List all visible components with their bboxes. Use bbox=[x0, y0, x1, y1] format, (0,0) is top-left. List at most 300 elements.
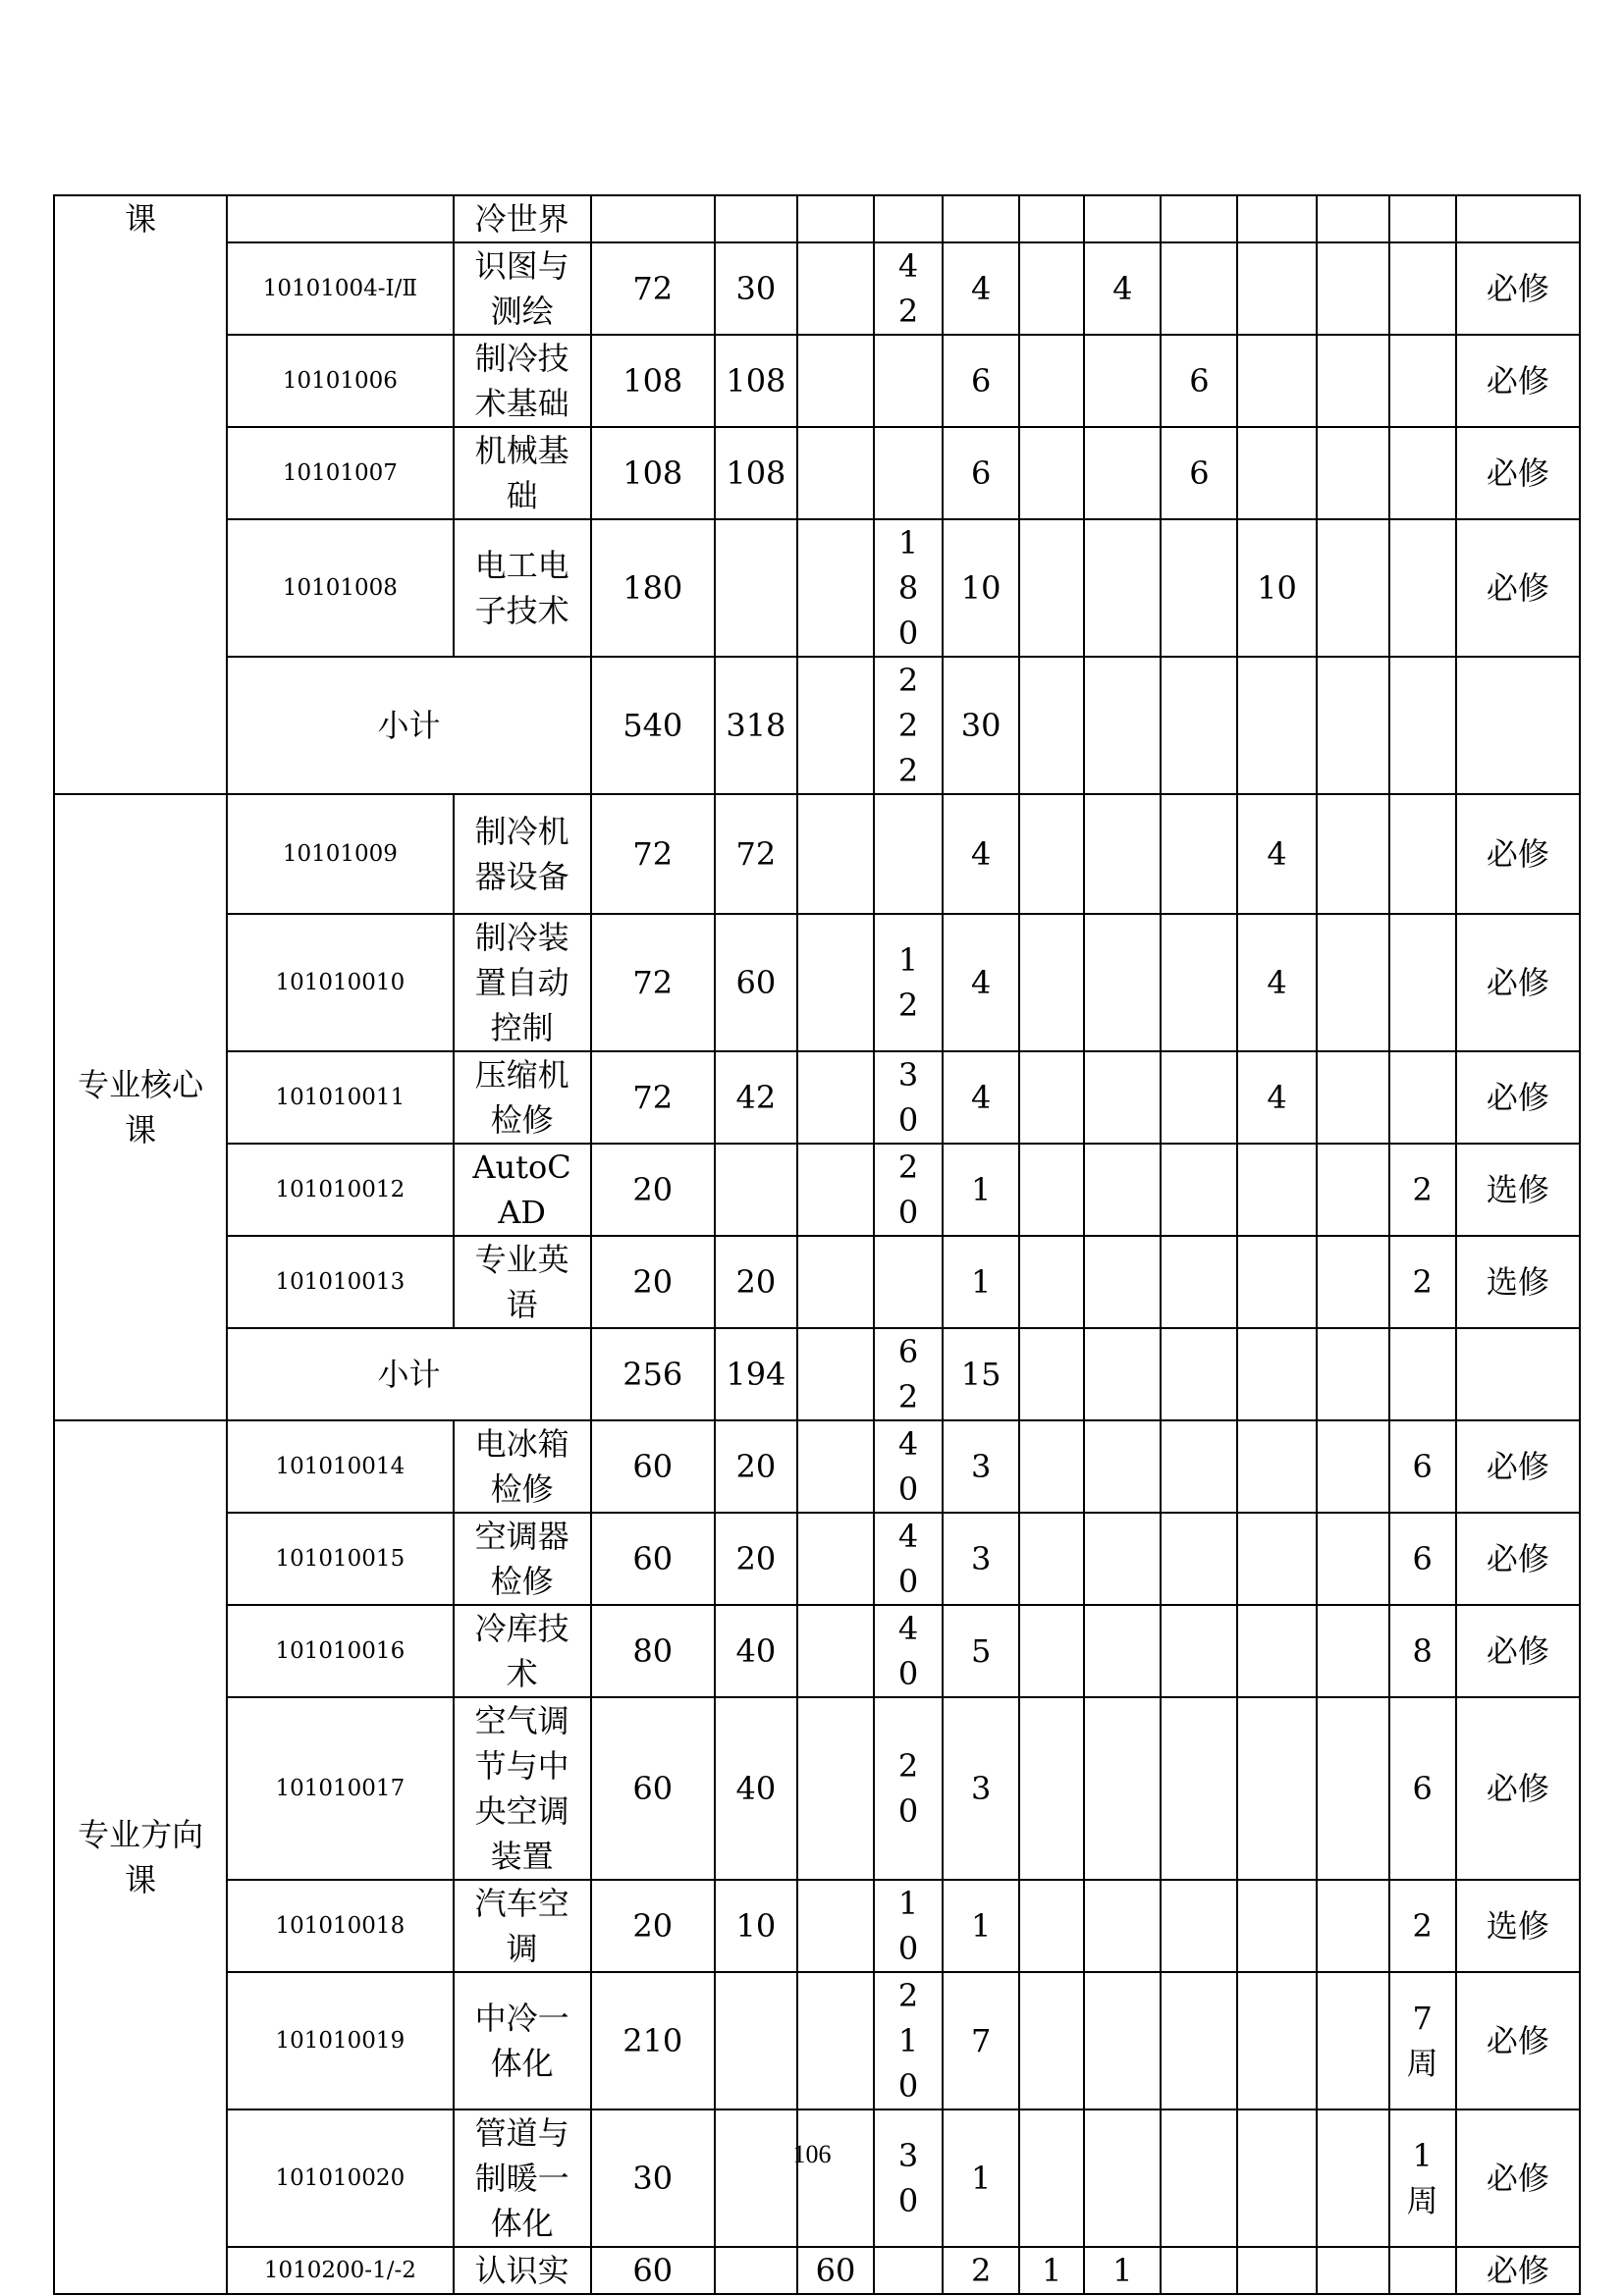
course-name-cell bbox=[454, 195, 591, 242]
course-name-cell bbox=[454, 519, 591, 657]
table-row bbox=[54, 1144, 1580, 1236]
cell-c7: 7 bbox=[943, 1972, 1019, 2109]
cell-c11 bbox=[1237, 1513, 1316, 1605]
subtotal-c7: 30 bbox=[943, 657, 1019, 794]
cell-c12 bbox=[1317, 1697, 1389, 1880]
cell-c6: 40 bbox=[874, 1420, 943, 1513]
cell-c10 bbox=[1161, 2109, 1237, 2247]
subtotal-c12 bbox=[1317, 1328, 1389, 1420]
cell-c11: 4 bbox=[1237, 794, 1316, 914]
cell-c10 bbox=[1161, 1972, 1237, 2109]
cell-c6: 40 bbox=[874, 1513, 943, 1605]
cell-c4: 10 bbox=[715, 1880, 797, 1972]
table-row bbox=[54, 1605, 1580, 1697]
cell-c3: 30 bbox=[591, 2109, 715, 2247]
cell-c14: 必修 bbox=[1456, 794, 1580, 914]
cell-c14: 必修 bbox=[1456, 1420, 1580, 1513]
subtotal-c13 bbox=[1389, 1328, 1456, 1420]
course-name-cell bbox=[454, 427, 591, 519]
cell-c12 bbox=[1317, 2109, 1389, 2247]
cell-c4 bbox=[715, 2109, 797, 2247]
subtotal-row bbox=[54, 657, 1580, 794]
cell-c14: 必修 bbox=[1456, 1051, 1580, 1144]
cell-c7: 6 bbox=[943, 335, 1019, 427]
course-code: 101010012 bbox=[227, 1144, 453, 1236]
cell-c13 bbox=[1389, 242, 1456, 335]
cell-c14: 必修 bbox=[1456, 335, 1580, 427]
subtotal-c9 bbox=[1084, 657, 1161, 794]
cell-c14: 必修 bbox=[1456, 242, 1580, 335]
cell-c12 bbox=[1317, 2247, 1389, 2294]
cell-c7: 1 bbox=[943, 1236, 1019, 1328]
cell-c5 bbox=[797, 1236, 874, 1328]
cell-c14: 必修 bbox=[1456, 914, 1580, 1051]
cell-c7: 6 bbox=[943, 427, 1019, 519]
cell-c13 bbox=[1389, 519, 1456, 657]
cell-c11 bbox=[1237, 427, 1316, 519]
subtotal-c13 bbox=[1389, 657, 1456, 794]
cell-c13 bbox=[1389, 1880, 1456, 1972]
table-row bbox=[54, 242, 1580, 335]
course-name: 中冷一体化 bbox=[474, 2000, 569, 2082]
cell-c7: 4 bbox=[943, 242, 1019, 335]
cell-c5 bbox=[797, 914, 874, 1051]
cell-c13 bbox=[1389, 1697, 1456, 1880]
cell-c7: 5 bbox=[943, 1605, 1019, 1697]
cell-c4: 42 bbox=[715, 1051, 797, 1144]
cell-c6: 30 bbox=[874, 1051, 943, 1144]
week-value: 6 bbox=[1412, 1448, 1433, 1485]
subtotal-c6: 62 bbox=[874, 1328, 943, 1420]
cell-c11 bbox=[1237, 1605, 1316, 1697]
cell-c8 bbox=[1019, 2109, 1084, 2247]
cell-c12 bbox=[1317, 914, 1389, 1051]
cell-c8 bbox=[1019, 1420, 1084, 1513]
cell-c7: 10 bbox=[943, 519, 1019, 657]
cell-c9 bbox=[1084, 195, 1161, 242]
cell-c8 bbox=[1019, 519, 1084, 657]
cell-c11: 10 bbox=[1237, 519, 1316, 657]
cell-c7: 2 bbox=[943, 2247, 1019, 2294]
cell-c11 bbox=[1237, 1420, 1316, 1513]
cell-c9 bbox=[1084, 1605, 1161, 1697]
course-code: 1010200-1/-2 bbox=[227, 2247, 453, 2294]
cell-c10 bbox=[1161, 1051, 1237, 1144]
cell-c12 bbox=[1317, 427, 1389, 519]
subtotal-c3: 540 bbox=[591, 657, 715, 794]
course-name-cell bbox=[454, 335, 591, 427]
cell-c3: 180 bbox=[591, 519, 715, 657]
cell-c3: 60 bbox=[591, 1697, 715, 1880]
cell-c4: 60 bbox=[715, 914, 797, 1051]
cell-c3: 108 bbox=[591, 335, 715, 427]
cell-c8 bbox=[1019, 794, 1084, 914]
cell-c8 bbox=[1019, 242, 1084, 335]
course-name: 空气调节与中央空调装置 bbox=[474, 1702, 569, 1875]
cell-c6 bbox=[874, 1236, 943, 1328]
table-row bbox=[54, 1697, 1580, 1880]
cell-c9 bbox=[1084, 1513, 1161, 1605]
cell-c3: 20 bbox=[591, 1236, 715, 1328]
course-name: 冷库技术 bbox=[474, 1610, 569, 1692]
cell-c5 bbox=[797, 1420, 874, 1513]
cell-c3: 60 bbox=[591, 1420, 715, 1513]
cell-c14: 必修 bbox=[1456, 2109, 1580, 2247]
cell-c11 bbox=[1237, 2247, 1316, 2294]
cell-c5 bbox=[797, 1051, 874, 1144]
cell-c4 bbox=[715, 2247, 797, 2294]
cell-c3: 60 bbox=[591, 2247, 715, 2294]
cell-c13 bbox=[1389, 914, 1456, 1051]
table-row bbox=[54, 794, 1580, 914]
cell-c8 bbox=[1019, 1605, 1084, 1697]
cell-c11: 4 bbox=[1237, 1051, 1316, 1144]
cell-c3: 72 bbox=[591, 794, 715, 914]
cell-c12 bbox=[1317, 195, 1389, 242]
cell-c11 bbox=[1237, 335, 1316, 427]
cell-c9 bbox=[1084, 1972, 1161, 2109]
subtotal-c12 bbox=[1317, 657, 1389, 794]
cell-c13 bbox=[1389, 427, 1456, 519]
cell-c13 bbox=[1389, 2109, 1456, 2247]
cell-c8 bbox=[1019, 1697, 1084, 1880]
cell-c12 bbox=[1317, 1236, 1389, 1328]
cell-c13 bbox=[1389, 1420, 1456, 1513]
course-name: AutoCAD bbox=[472, 1148, 571, 1231]
cell-c7: 3 bbox=[943, 1513, 1019, 1605]
course-name: 制冷装置自动控制 bbox=[474, 919, 569, 1046]
cell-c10 bbox=[1161, 1144, 1237, 1236]
cell-c10 bbox=[1161, 242, 1237, 335]
week-value: 8 bbox=[1412, 1632, 1433, 1670]
course-name-cell bbox=[454, 1513, 591, 1605]
cell-c8: 1 bbox=[1019, 2247, 1084, 2294]
course-name-cell bbox=[454, 1972, 591, 2109]
cell-c9 bbox=[1084, 914, 1161, 1051]
cell-c11 bbox=[1237, 1144, 1316, 1236]
subtotal-c5 bbox=[797, 1328, 874, 1420]
cell-c3: 72 bbox=[591, 1051, 715, 1144]
cell-c11 bbox=[1237, 1880, 1316, 1972]
cell-c8 bbox=[1019, 1236, 1084, 1328]
course-name-cell bbox=[454, 1420, 591, 1513]
cell-c5 bbox=[797, 195, 874, 242]
cell-c4: 72 bbox=[715, 794, 797, 914]
cell-c13 bbox=[1389, 1513, 1456, 1605]
cell-c8 bbox=[1019, 1972, 1084, 2109]
subtotal-c10 bbox=[1161, 1328, 1237, 1420]
week-value: 6 bbox=[1412, 1540, 1433, 1577]
cell-c11 bbox=[1237, 1697, 1316, 1880]
cell-c5 bbox=[797, 1513, 874, 1605]
cell-c3: 80 bbox=[591, 1605, 715, 1697]
cell-c6 bbox=[874, 195, 943, 242]
cell-c8 bbox=[1019, 1880, 1084, 1972]
subtotal-c9 bbox=[1084, 1328, 1161, 1420]
cell-c4: 40 bbox=[715, 1697, 797, 1880]
cell-c10 bbox=[1161, 1420, 1237, 1513]
cell-c9 bbox=[1084, 1697, 1161, 1880]
course-name-cell bbox=[454, 1605, 591, 1697]
category-label: 专业核心课 bbox=[78, 1066, 204, 1148]
course-name-cell bbox=[454, 2109, 591, 2247]
subtotal-c3: 256 bbox=[591, 1328, 715, 1420]
subtotal-c7: 15 bbox=[943, 1328, 1019, 1420]
cell-c6: 20 bbox=[874, 1697, 943, 1880]
table-row bbox=[54, 335, 1580, 427]
cell-c9 bbox=[1084, 794, 1161, 914]
category-label: 专业方向课 bbox=[78, 1816, 204, 1898]
curriculum-table bbox=[53, 194, 1581, 2295]
cell-c12 bbox=[1317, 242, 1389, 335]
cell-c12 bbox=[1317, 335, 1389, 427]
cell-c5 bbox=[797, 794, 874, 914]
cell-c10 bbox=[1161, 195, 1237, 242]
course-name-cell bbox=[454, 1051, 591, 1144]
course-name: 认识实 bbox=[474, 2252, 569, 2289]
cell-c10 bbox=[1161, 794, 1237, 914]
course-code: 101010017 bbox=[227, 1697, 453, 1880]
cell-c4 bbox=[715, 519, 797, 657]
cell-c8 bbox=[1019, 195, 1084, 242]
course-code: 10101009 bbox=[227, 794, 453, 914]
cell-c7: 3 bbox=[943, 1420, 1019, 1513]
cell-c6 bbox=[874, 427, 943, 519]
table-row bbox=[54, 2247, 1580, 2294]
course-name-cell bbox=[454, 242, 591, 335]
cell-c10 bbox=[1161, 1605, 1237, 1697]
course-code: 10101007 bbox=[227, 427, 453, 519]
course-name: 汽车空调 bbox=[474, 1885, 569, 1967]
cell-c6: 210 bbox=[874, 1972, 943, 2109]
cell-c3: 210 bbox=[591, 1972, 715, 2109]
course-name: 空调器检修 bbox=[474, 1518, 569, 1600]
cell-c8 bbox=[1019, 1144, 1084, 1236]
subtotal-c6: 222 bbox=[874, 657, 943, 794]
cell-c8 bbox=[1019, 335, 1084, 427]
course-code bbox=[227, 195, 453, 242]
cell-c10 bbox=[1161, 1880, 1237, 1972]
cell-c10 bbox=[1161, 914, 1237, 1051]
cell-c6: 30 bbox=[874, 2109, 943, 2247]
cell-c5 bbox=[797, 1972, 874, 2109]
cell-c12 bbox=[1317, 1605, 1389, 1697]
cell-c14 bbox=[1456, 195, 1580, 242]
cell-c3 bbox=[591, 195, 715, 242]
week-value: 2 bbox=[1412, 1171, 1433, 1208]
cell-c11 bbox=[1237, 242, 1316, 335]
cell-c13 bbox=[1389, 1972, 1456, 2109]
cell-c5 bbox=[797, 242, 874, 335]
cell-c3: 20 bbox=[591, 1144, 715, 1236]
table-row bbox=[54, 1236, 1580, 1328]
cell-c6 bbox=[874, 335, 943, 427]
subtotal-label: 小计 bbox=[227, 657, 590, 794]
cell-c5 bbox=[797, 2109, 874, 2247]
cell-c10 bbox=[1161, 2247, 1237, 2294]
cell-c6: 10 bbox=[874, 1880, 943, 1972]
table-row bbox=[54, 1972, 1580, 2109]
cell-c8 bbox=[1019, 427, 1084, 519]
course-code: 101010014 bbox=[227, 1420, 453, 1513]
cell-c13 bbox=[1389, 1144, 1456, 1236]
cell-c3: 72 bbox=[591, 914, 715, 1051]
week-value: 2 bbox=[1412, 1907, 1433, 1945]
cell-c6: 40 bbox=[874, 1605, 943, 1697]
category-cell bbox=[54, 195, 227, 794]
course-code: 101010016 bbox=[227, 1605, 453, 1697]
cell-c4: 108 bbox=[715, 335, 797, 427]
cell-c12 bbox=[1317, 1880, 1389, 1972]
cell-c6: 180 bbox=[874, 519, 943, 657]
cell-c4: 20 bbox=[715, 1513, 797, 1605]
course-name-cell bbox=[454, 1880, 591, 1972]
cell-c14: 必修 bbox=[1456, 427, 1580, 519]
cell-c9 bbox=[1084, 1236, 1161, 1328]
course-name: 管道与制暖一体化 bbox=[474, 2114, 569, 2242]
cell-c7 bbox=[943, 195, 1019, 242]
course-name-cell bbox=[454, 914, 591, 1051]
subtotal-c8 bbox=[1019, 657, 1084, 794]
cell-c13 bbox=[1389, 195, 1456, 242]
table-row bbox=[54, 2109, 1580, 2247]
cell-c10 bbox=[1161, 1697, 1237, 1880]
cell-c13 bbox=[1389, 1236, 1456, 1328]
cell-c6 bbox=[874, 2247, 943, 2294]
cell-c9 bbox=[1084, 1880, 1161, 1972]
cell-c7: 3 bbox=[943, 1697, 1019, 1880]
cell-c3: 60 bbox=[591, 1513, 715, 1605]
course-code: 10101008 bbox=[227, 519, 453, 657]
cell-c10: 6 bbox=[1161, 427, 1237, 519]
subtotal-label: 小计 bbox=[227, 1328, 590, 1420]
subtotal-c11 bbox=[1237, 1328, 1316, 1420]
cell-c8 bbox=[1019, 1051, 1084, 1144]
cell-c4: 20 bbox=[715, 1236, 797, 1328]
cell-c9: 1 bbox=[1084, 2247, 1161, 2294]
cell-c12 bbox=[1317, 1513, 1389, 1605]
week-value: 7周 bbox=[1406, 2000, 1438, 2082]
cell-c7: 4 bbox=[943, 1051, 1019, 1144]
course-code: 10101004-Ⅰ/Ⅱ bbox=[227, 242, 453, 335]
course-code: 101010013 bbox=[227, 1236, 453, 1328]
cell-c11 bbox=[1237, 1236, 1316, 1328]
course-name-cell bbox=[454, 1697, 591, 1880]
course-code: 101010019 bbox=[227, 1972, 453, 2109]
course-name-cell bbox=[454, 1144, 591, 1236]
course-code: 10101006 bbox=[227, 335, 453, 427]
cell-c9 bbox=[1084, 1144, 1161, 1236]
course-name-cell bbox=[454, 2247, 591, 2294]
cell-c9 bbox=[1084, 519, 1161, 657]
cell-c6: 42 bbox=[874, 242, 943, 335]
cell-c7: 1 bbox=[943, 1144, 1019, 1236]
cell-c4: 108 bbox=[715, 427, 797, 519]
cell-c8 bbox=[1019, 914, 1084, 1051]
cell-c14: 选修 bbox=[1456, 1880, 1580, 1972]
cell-c10 bbox=[1161, 519, 1237, 657]
cell-c14: 必修 bbox=[1456, 1697, 1580, 1880]
cell-c7: 1 bbox=[943, 2109, 1019, 2247]
subtotal-c4: 318 bbox=[715, 657, 797, 794]
cell-c4: 20 bbox=[715, 1420, 797, 1513]
table-body bbox=[54, 195, 1580, 2294]
cell-c5 bbox=[797, 1697, 874, 1880]
course-name-cell bbox=[454, 1236, 591, 1328]
cell-c9 bbox=[1084, 427, 1161, 519]
cell-c13 bbox=[1389, 1605, 1456, 1697]
subtotal-c11 bbox=[1237, 657, 1316, 794]
cell-c12 bbox=[1317, 519, 1389, 657]
cell-c5 bbox=[797, 1144, 874, 1236]
table-row bbox=[54, 519, 1580, 657]
cell-c3: 20 bbox=[591, 1880, 715, 1972]
cell-c6: 12 bbox=[874, 914, 943, 1051]
subtotal-c10 bbox=[1161, 657, 1237, 794]
cell-c14: 必修 bbox=[1456, 2247, 1580, 2294]
cell-c5 bbox=[797, 335, 874, 427]
cell-c7: 1 bbox=[943, 1880, 1019, 1972]
subtotal-row bbox=[54, 1328, 1580, 1420]
week-value: 1周 bbox=[1406, 2137, 1438, 2219]
table-row bbox=[54, 1051, 1580, 1144]
cell-c9 bbox=[1084, 335, 1161, 427]
course-code: 101010015 bbox=[227, 1513, 453, 1605]
cell-c11 bbox=[1237, 1972, 1316, 2109]
table-row bbox=[54, 427, 1580, 519]
cell-c10: 6 bbox=[1161, 335, 1237, 427]
cell-c5: 60 bbox=[797, 2247, 874, 2294]
course-code: 101010020 bbox=[227, 2109, 453, 2247]
subtotal-c4: 194 bbox=[715, 1328, 797, 1420]
cell-c7: 4 bbox=[943, 914, 1019, 1051]
cell-c10 bbox=[1161, 1513, 1237, 1605]
subtotal-c14 bbox=[1456, 657, 1580, 794]
cell-c4 bbox=[715, 195, 797, 242]
table-row bbox=[54, 1420, 1580, 1513]
subtotal-c14 bbox=[1456, 1328, 1580, 1420]
category-label: 课 bbox=[125, 200, 157, 238]
cell-c14: 选修 bbox=[1456, 1236, 1580, 1328]
cell-c11 bbox=[1237, 2109, 1316, 2247]
course-name: 专业英语 bbox=[474, 1241, 569, 1323]
cell-c11: 4 bbox=[1237, 914, 1316, 1051]
cell-c14: 必修 bbox=[1456, 519, 1580, 657]
cell-c13 bbox=[1389, 2247, 1456, 2294]
page-number: 106 bbox=[792, 2140, 832, 2168]
table-row bbox=[54, 914, 1580, 1051]
cell-c14: 必修 bbox=[1456, 1972, 1580, 2109]
cell-c12 bbox=[1317, 794, 1389, 914]
course-code: 101010010 bbox=[227, 914, 453, 1051]
cell-c5 bbox=[797, 1605, 874, 1697]
cell-c12 bbox=[1317, 1420, 1389, 1513]
cell-c13 bbox=[1389, 794, 1456, 914]
cell-c9: 4 bbox=[1084, 242, 1161, 335]
course-name: 压缩机检修 bbox=[474, 1056, 569, 1139]
table-row bbox=[54, 1880, 1580, 1972]
cell-c14: 选修 bbox=[1456, 1144, 1580, 1236]
course-name-cell bbox=[454, 794, 591, 914]
cell-c12 bbox=[1317, 1144, 1389, 1236]
cell-c8 bbox=[1019, 1513, 1084, 1605]
cell-c14: 必修 bbox=[1456, 1605, 1580, 1697]
cell-c10 bbox=[1161, 1236, 1237, 1328]
cell-c4 bbox=[715, 1144, 797, 1236]
course-name: 制冷技术基础 bbox=[474, 340, 569, 422]
cell-c9 bbox=[1084, 1420, 1161, 1513]
cell-c4: 30 bbox=[715, 242, 797, 335]
